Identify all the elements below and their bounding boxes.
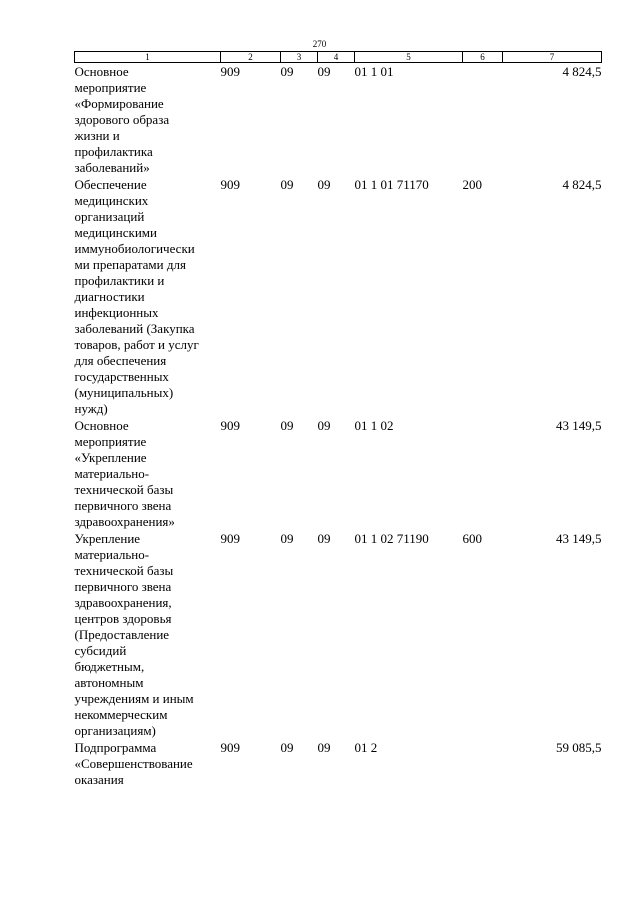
row-name-line: заболеваний (Закупка [74,321,195,336]
row-name-line: здорового образа [74,112,170,127]
row-name-line: учреждениям и иным [74,691,194,706]
row-name [75,176,221,417]
section-code: 09 [280,531,294,546]
row-name-line: субсидий [74,643,127,658]
expense-type-code: 200 [462,177,482,192]
row-name-line: ми препаратами для [74,257,186,272]
row-name-line: жизни и [74,128,120,143]
amount-value: 4 824,5 [562,64,602,79]
column-number-header [75,52,602,63]
row-name-line: товаров, работ и услуг [74,337,199,352]
row-name-line: государственных [74,369,169,384]
row-name-line: «Укрепление [74,450,147,465]
section-code: 09 [280,418,294,433]
table-row [75,417,602,530]
column-header: 3 [281,52,318,63]
row-name-line: медицинских [74,193,149,208]
column-header: 2 [221,52,281,63]
row-name-line: иммунобиологически [74,241,195,256]
table-row [75,530,602,739]
column-header: 7 [503,52,602,63]
column-header: 1 [75,52,221,63]
row-name-line: технической базы [74,482,174,497]
row-name-line: профилактика [74,144,153,159]
row-name-line: (Предоставление [74,627,170,642]
row-name-line: некоммерческим [74,707,168,722]
target-article-code: 01 1 02 [354,418,394,433]
row-name-line: материально- [74,466,150,481]
table-row [75,63,602,177]
amount-value: 43 149,5 [556,418,602,433]
row-name-line: бюджетным, [74,659,145,674]
row-name-line: для обеспечения [74,353,167,368]
amount-value: 43 149,5 [556,531,602,546]
expense-type-code [463,63,503,177]
amount-value: 4 824,5 [562,177,602,192]
row-name-line: здравоохранения, [74,595,172,610]
row-name-line: мероприятие [74,80,147,95]
row-name-line: Подпрограмма [74,740,157,755]
row-name [75,739,221,788]
subsection-code: 09 [317,177,331,192]
row-name-line: материально- [74,547,150,562]
row-name-line: профилактики и [74,273,165,288]
column-header: 6 [463,52,503,63]
subsection-code: 09 [317,418,331,433]
row-name-line: (муниципальных) [74,385,174,400]
budget-table [74,51,602,788]
ministry-code: 909 [220,64,240,79]
row-name-line: Основное [74,64,129,79]
row-name-line: Основное [74,418,129,433]
expense-type-code [463,417,503,530]
row-name-line: оказания [74,772,124,787]
target-article-code: 01 1 01 71170 [354,177,429,192]
column-header: 4 [318,52,355,63]
row-name-line: медицинскими [74,225,157,240]
table-row [75,739,602,788]
section-code: 09 [280,177,294,192]
row-name-line: организациям) [74,723,156,738]
row-name [75,417,221,530]
row-name-line: мероприятие [74,434,147,449]
subsection-code: 09 [317,740,331,755]
row-name-line: диагностики [74,289,145,304]
ministry-code: 909 [220,740,240,755]
row-name-line: автономным [74,675,144,690]
ministry-code: 909 [220,531,240,546]
section-code: 09 [280,740,294,755]
table-row [75,176,602,417]
amount-value: 59 085,5 [556,740,602,755]
row-name-line: первичного звена [74,579,172,594]
target-article-code: 01 1 01 [354,64,394,79]
row-name-line: «Совершенствование [74,756,193,771]
column-header: 5 [355,52,463,63]
row-name-line: центров здоровья [74,611,172,626]
target-article-code: 01 1 02 71190 [354,531,429,546]
section-code: 09 [280,64,294,79]
expense-type-code: 600 [462,531,482,546]
row-name-line: здравоохранения» [74,514,175,529]
page-number: 270 [312,39,327,49]
row-name-line: Укрепление [74,531,141,546]
row-name-line: организаций [74,209,145,224]
row-name-line: технической базы [74,563,174,578]
row-name-line: первичного звена [74,498,172,513]
expense-type-code [463,739,503,788]
row-name-line: Обеспечение [74,177,147,192]
target-article-code: 01 2 [354,740,378,755]
row-name [75,63,221,177]
ministry-code: 909 [220,418,240,433]
ministry-code: 909 [220,177,240,192]
row-name-line: инфекционных [74,305,159,320]
row-name [75,530,221,739]
subsection-code: 09 [317,64,331,79]
row-name-line: заболеваний» [74,160,150,175]
row-name-line: нужд) [74,401,108,416]
row-name-line: «Формирование [74,96,164,111]
subsection-code: 09 [317,531,331,546]
